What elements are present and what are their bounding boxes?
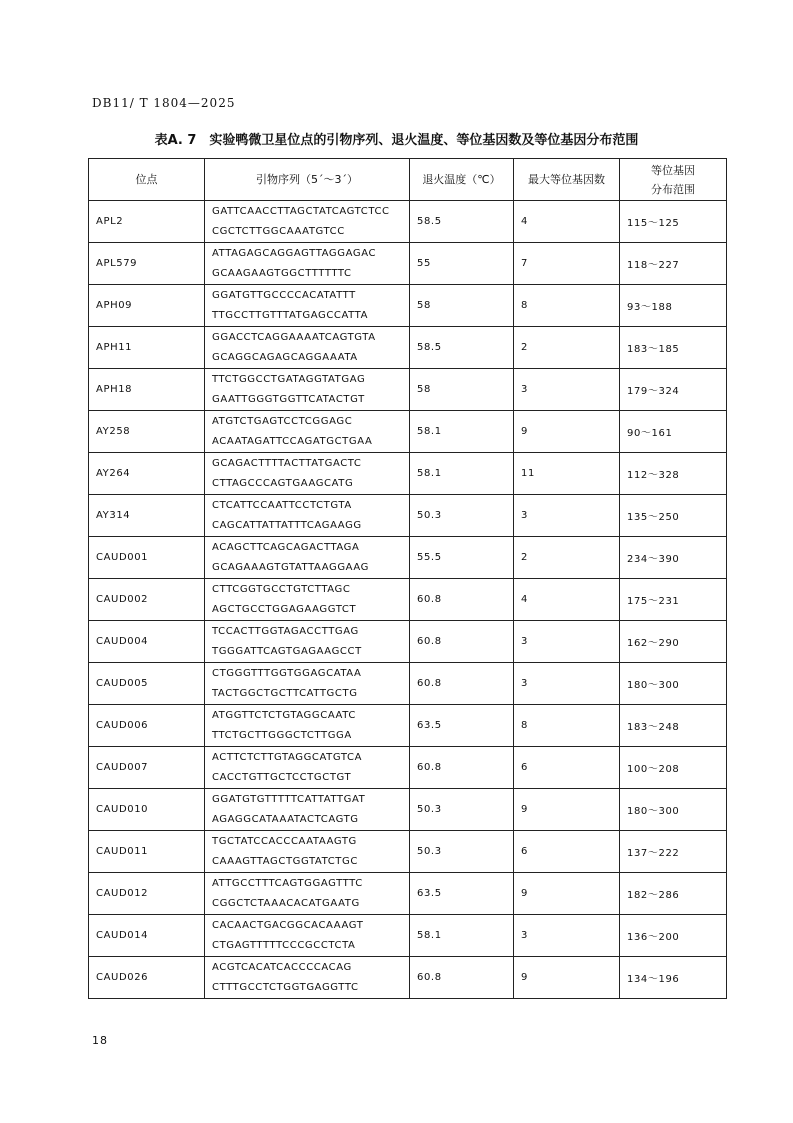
- primer-cell: [205, 369, 410, 411]
- forward-primer: CTTCGGTGCCTGTCTTAGC: [212, 583, 351, 595]
- reverse-primer: ACAATAGATTCCAGATGCTGAA: [212, 435, 373, 447]
- forward-primer: GATTCAACCTTAGCTATCAGTCTCC: [212, 205, 390, 217]
- annealing-temp-cell: 60.8: [410, 957, 514, 999]
- annealing-temp-cell: 58: [410, 285, 514, 327]
- forward-primer: ATGTCTGAGTCCTCGGAGC: [212, 415, 353, 427]
- primer-cell: [205, 243, 410, 285]
- max-alleles-cell: 4: [514, 201, 620, 243]
- table-row: [89, 957, 727, 999]
- annealing-temp-cell: 58.5: [410, 201, 514, 243]
- max-alleles-cell: 7: [514, 243, 620, 285]
- annealing-temp-cell: 60.8: [410, 747, 514, 789]
- forward-primer: ACAGCTTCAGCAGACTTAGA: [212, 541, 360, 553]
- reverse-primer: GCAAGAAGTGGCTTTTTTC: [212, 267, 352, 279]
- table-row: [89, 663, 727, 705]
- column-header-temp: 退火温度（℃）: [410, 159, 514, 201]
- forward-primer: TGCTATCCACCCAATAAGTG: [212, 835, 357, 847]
- table-row: [89, 453, 727, 495]
- annealing-temp-cell: 50.3: [410, 495, 514, 537]
- table-row: [89, 537, 727, 579]
- table-row: [89, 243, 727, 285]
- forward-primer: CTGGGTTTGGTGGAGCATAA: [212, 667, 362, 679]
- locus-cell: CAUD004: [89, 621, 205, 663]
- annealing-temp-cell: 58.1: [410, 915, 514, 957]
- allele-range-cell: 136～200: [620, 915, 727, 957]
- allele-range-cell: 115～125: [620, 201, 727, 243]
- annealing-temp-cell: 55.5: [410, 537, 514, 579]
- forward-primer: ACTTCTCTTGTAGGCATGTCA: [212, 751, 363, 763]
- reverse-primer: TTCTGCTTGGGCTCTTGGA: [212, 729, 352, 741]
- primer-cell: [205, 747, 410, 789]
- max-alleles-cell: 3: [514, 621, 620, 663]
- primer-cell: [205, 831, 410, 873]
- locus-cell: APH09: [89, 285, 205, 327]
- allele-range-cell: 162～290: [620, 621, 727, 663]
- annealing-temp-cell: 63.5: [410, 705, 514, 747]
- primer-cell: [205, 201, 410, 243]
- table-title: 表A. 7 实验鸭微卫星位点的引物序列、退火温度、等位基因数及等位基因分布范围: [154, 133, 639, 148]
- forward-primer: CACAACTGACGGCACAAAGT: [212, 919, 364, 931]
- reverse-primer: CGCTCTTGGCAAATGTCC: [212, 225, 345, 237]
- reverse-primer: TACTGGCTGCTTCATTGCTG: [212, 687, 358, 699]
- locus-cell: CAUD014: [89, 915, 205, 957]
- column-header-range: [620, 159, 727, 201]
- forward-primer: ACGTCACATCACCCCACAG: [212, 961, 352, 973]
- forward-primer: TTCTGGCCTGATAGGTATGAG: [212, 373, 366, 385]
- max-alleles-cell: 6: [514, 831, 620, 873]
- max-alleles-cell: 3: [514, 663, 620, 705]
- primer-cell: [205, 915, 410, 957]
- allele-range-cell: 179～324: [620, 369, 727, 411]
- max-alleles-cell: 3: [514, 915, 620, 957]
- document-id: DB11/ T 1804—2025: [92, 96, 236, 110]
- locus-cell: CAUD011: [89, 831, 205, 873]
- allele-range-cell: 182～286: [620, 873, 727, 915]
- allele-range-cell: 175～231: [620, 579, 727, 621]
- table-row: [89, 747, 727, 789]
- column-header-primer: 引物序列（5´～3´）: [205, 159, 410, 201]
- annealing-temp-cell: 58.5: [410, 327, 514, 369]
- allele-range-cell: 180～300: [620, 663, 727, 705]
- max-alleles-cell: 6: [514, 747, 620, 789]
- primer-cell: [205, 411, 410, 453]
- reverse-primer: GCAGGCAGAGCAGGAAATA: [212, 351, 358, 363]
- reverse-primer: GAATTGGGTGGTTCATACTGT: [212, 393, 365, 405]
- forward-primer: GCAGACTTTTACTTATGACTC: [212, 457, 362, 469]
- allele-range-cell: 183～248: [620, 705, 727, 747]
- allele-range-cell: 118～227: [620, 243, 727, 285]
- annealing-temp-cell: 58.1: [410, 453, 514, 495]
- table-row: [89, 705, 727, 747]
- allele-range-cell: 183～185: [620, 327, 727, 369]
- table-row: [89, 579, 727, 621]
- reverse-primer: CGGCTCTAAACACATGAATG: [212, 897, 360, 909]
- forward-primer: GGATGTGTTTTTCATTATTGAT: [212, 793, 366, 805]
- reverse-primer: CAGCATTATTATTTCAGAAGG: [212, 519, 362, 531]
- locus-cell: APH11: [89, 327, 205, 369]
- primer-cell: [205, 705, 410, 747]
- reverse-primer: TGGGATTCAGTGAGAAGCCT: [212, 645, 362, 657]
- locus-cell: CAUD002: [89, 579, 205, 621]
- allele-range-cell: 90～161: [620, 411, 727, 453]
- max-alleles-cell: 11: [514, 453, 620, 495]
- table-header-row: [89, 159, 727, 201]
- max-alleles-cell: 9: [514, 957, 620, 999]
- annealing-temp-cell: 60.8: [410, 621, 514, 663]
- allele-range-cell: 137～222: [620, 831, 727, 873]
- primer-table: [88, 158, 727, 999]
- annealing-temp-cell: 50.3: [410, 789, 514, 831]
- max-alleles-cell: 3: [514, 495, 620, 537]
- column-header-locus: 位点: [89, 159, 205, 201]
- primer-cell: [205, 873, 410, 915]
- forward-primer: GGACCTCAGGAAAATCAGTGTA: [212, 331, 376, 343]
- column-header-range-line1: 等位基因: [651, 163, 695, 177]
- annealing-temp-cell: 58.1: [410, 411, 514, 453]
- locus-cell: APL579: [89, 243, 205, 285]
- reverse-primer: CACCTGTTGCTCCTGCTGT: [212, 771, 352, 783]
- allele-range-cell: 180～300: [620, 789, 727, 831]
- forward-primer: CTCATTCCAATTCCTCTGTA: [212, 499, 352, 511]
- reverse-primer: CAAAGTTAGCTGGTATCTGC: [212, 855, 358, 867]
- max-alleles-cell: 8: [514, 285, 620, 327]
- allele-range-cell: 93～188: [620, 285, 727, 327]
- allele-range-cell: 112～328: [620, 453, 727, 495]
- table-row: [89, 831, 727, 873]
- locus-cell: AY314: [89, 495, 205, 537]
- table-row: [89, 789, 727, 831]
- reverse-primer: CTGAGTTTTTCCCGCCTCTA: [212, 939, 356, 951]
- max-alleles-cell: 9: [514, 411, 620, 453]
- table-row: [89, 873, 727, 915]
- table-row: [89, 411, 727, 453]
- annealing-temp-cell: 58: [410, 369, 514, 411]
- max-alleles-cell: 8: [514, 705, 620, 747]
- reverse-primer: CTTTGCCTCTGGTGAGGTTC: [212, 981, 359, 993]
- locus-cell: APH18: [89, 369, 205, 411]
- allele-range-cell: 100～208: [620, 747, 727, 789]
- column-header-alleles: 最大等位基因数: [514, 159, 620, 201]
- max-alleles-cell: 4: [514, 579, 620, 621]
- forward-primer: TCCACTTGGTAGACCTTGAG: [212, 625, 359, 637]
- annealing-temp-cell: 50.3: [410, 831, 514, 873]
- allele-range-cell: 135～250: [620, 495, 727, 537]
- annealing-temp-cell: 60.8: [410, 579, 514, 621]
- page-number: 18: [92, 1034, 108, 1047]
- table-row: [89, 621, 727, 663]
- annealing-temp-cell: 55: [410, 243, 514, 285]
- allele-range-cell: 134～196: [620, 957, 727, 999]
- primer-cell: [205, 957, 410, 999]
- reverse-primer: AGAGGCATAAATACTCAGTG: [212, 813, 359, 825]
- max-alleles-cell: 3: [514, 369, 620, 411]
- table-body: [89, 201, 727, 999]
- locus-cell: AY258: [89, 411, 205, 453]
- table-row: [89, 495, 727, 537]
- locus-cell: CAUD006: [89, 705, 205, 747]
- locus-cell: AY264: [89, 453, 205, 495]
- primer-cell: [205, 663, 410, 705]
- locus-cell: CAUD026: [89, 957, 205, 999]
- table-row: [89, 285, 727, 327]
- primer-cell: [205, 621, 410, 663]
- annealing-temp-cell: 60.8: [410, 663, 514, 705]
- primer-cell: [205, 579, 410, 621]
- locus-cell: CAUD012: [89, 873, 205, 915]
- reverse-primer: CTTAGCCCAGTGAAGCATG: [212, 477, 354, 489]
- reverse-primer: AGCTGCCTGGAGAAGGTCT: [212, 603, 357, 615]
- locus-cell: CAUD001: [89, 537, 205, 579]
- forward-primer: GGATGTTGCCCCACATATTT: [212, 289, 356, 301]
- table-row: [89, 369, 727, 411]
- table-row: [89, 201, 727, 243]
- forward-primer: ATTGCCTTTCAGTGGAGTTTC: [212, 877, 363, 889]
- reverse-primer: TTGCCTTGTTTATGAGCCATTA: [212, 309, 369, 321]
- allele-range-cell: 234～390: [620, 537, 727, 579]
- table-row: [89, 915, 727, 957]
- primer-cell: [205, 285, 410, 327]
- max-alleles-cell: 9: [514, 789, 620, 831]
- locus-cell: CAUD010: [89, 789, 205, 831]
- primer-cell: [205, 495, 410, 537]
- column-header-range-line2: 分布范围: [651, 182, 695, 196]
- forward-primer: ATGGTTCTCTGTAGGCAATC: [212, 709, 356, 721]
- max-alleles-cell: 2: [514, 537, 620, 579]
- primer-cell: [205, 789, 410, 831]
- primer-cell: [205, 327, 410, 369]
- max-alleles-cell: 9: [514, 873, 620, 915]
- max-alleles-cell: 2: [514, 327, 620, 369]
- forward-primer: ATTAGAGCAGGAGTTAGGAGAC: [212, 247, 377, 259]
- table-row: [89, 327, 727, 369]
- primer-cell: [205, 537, 410, 579]
- locus-cell: CAUD005: [89, 663, 205, 705]
- primer-cell: [205, 453, 410, 495]
- reverse-primer: GCAGAAAGTGTATTAAGGAAG: [212, 561, 370, 573]
- annealing-temp-cell: 63.5: [410, 873, 514, 915]
- locus-cell: APL2: [89, 201, 205, 243]
- locus-cell: CAUD007: [89, 747, 205, 789]
